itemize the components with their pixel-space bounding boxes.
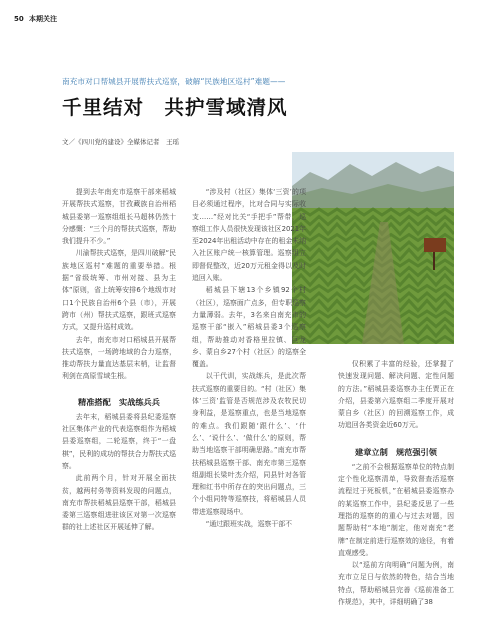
paragraph: 川渝帮扶式巡察，是四川破解“民族地区巡村”难题的重要举措。根据“省级统筹、市州对接、县为主体”原则，省上统筹安排6个地级市对口1个民族自治州6个县（市），开展跨市（州）帮扶式巡察，跟班式巡察方式，又提升巡村成效。 <box>62 249 176 332</box>
col1-intro <box>62 186 176 383</box>
article-title: 千里结对 共护雪域清风 <box>62 96 288 119</box>
paragraph: “之前不会根据巡察单位的特点制定个性化巡察清单，导致督查活巡察流程过于死板机，”在稻城县委巡察办的某巡察工作中，县纪委反思了一些理指的巡察的的重心与过去对题，因题帮助村“本地”制定，他对南充“老牌”在制定前进行巡察效的途径，有着直观感受。 <box>338 462 454 557</box>
paragraph: 提到去年南充市巡察干部来稻城开展帮扶式巡察，甘孜藏族自治州稻城县委第一巡察组组长马超林仍然十分感慨：“三个月的帮扶式巡察，帮助我们提升不少。” <box>62 188 176 246</box>
section-heading-1: 精准搭配 实战练兵兵 <box>78 396 160 407</box>
page-header <box>14 14 57 24</box>
section-name: 本期关注 <box>28 15 57 23</box>
paragraph: 以“巡前方向明确”问题为例，南充市立足日与依然的特色，结合当地特点，帮助稻城县完善《巡前准备工作规范》，其中，详细明确了38 <box>338 561 454 607</box>
text-column-3 <box>338 358 454 608</box>
paragraph: 稻城县下辖13个乡镇92个村（社区），巡察面广点多，但专职巡察力量薄弱。去年，3名来自南充市的巡察干部“嵌入”稻城县委3个巡察组，帮助推动对香格里拉镇、巨龙乡、蒙自乡27个村（社区）的巡察全覆盖。 <box>192 286 306 369</box>
paragraph: 去年末，稻城县委将县纪委巡察社区集体产业的代表巡察组作为稻城县委巡察组，二轮巡察，终于“一盘棋”，民利的成功的帮扶合力帮扶式巡察。 <box>62 412 176 470</box>
paragraph: 仅积累了丰富的经验，还掌握了快速发现问题、解决问题、定性问题的方法。”稻城县委巡察办主任贾正在介绍，县委第六巡察组二季度开展对蒙自乡（社区）的回溯巡察工作，成功追回各类资金近60万元。 <box>338 360 454 430</box>
article-byline: 文／《四川党的建设》全媒体记者 王瑶 <box>62 138 179 146</box>
article-kicker: 南充市对口帮城县开展帮扶式巡察，破解“民族地区巡村”难题—— <box>62 77 286 86</box>
page-number: 50 <box>14 15 24 23</box>
section-heading-2: 建章立制 规范强引领 <box>355 446 437 457</box>
field-photo-image <box>292 152 454 344</box>
paragraph: “通过跟班实战，巡察干部不 <box>205 520 293 529</box>
paragraph: 以干代训，实战练兵，是此次帮扶式巡察的重要目的。“村（社区）集体‘三资’监管是否规范涉及农牧民切身利益，是巡察重点，也是当地巡察的难点。我们跟随‘跟什么’、‘什么’、‘说什么’、‘做什么’的原则，帮助当地巡察干部明确思路。”南充市帮扶稻城县巡察干部、南充市第三巡察组副组长梁叶杰介绍，同县针对各管理和红书中所存在的突出问题点，三个小组同特等巡察技，将稻城县人员带进巡察现场中。 <box>192 372 306 516</box>
text-column-1 <box>62 186 176 534</box>
col3-body <box>338 461 454 609</box>
paragraph: 此前两个月，针对开展全面扶贫，越两村务等资料发现的问题点，南充市帮扶稻城县巡察干部，稻城县委第三巡察组进驻该区对第一次巡察群的社上述社区开展延伸了解。 <box>62 474 176 532</box>
article-photo <box>292 152 454 344</box>
col3-intro <box>338 358 454 432</box>
paragraph: 去年，南充市对口稻城县开展帮扶式巡察，一场跨地域的合力巡察，推动帮扶力量直达基层末梢，让监督利剑在高原雪域生根。 <box>62 335 176 381</box>
col1-body <box>62 411 176 534</box>
paragraph: “涉及村（社区）集体‘三资’的项目必须通过程序，比对合同与实际收支……”经对比关“手把手”帮带，巡察组工作人员很快发现该社区2021年至2024年出租活动中存在的租金未纳入社区账户统一核算管理。巡察组立即督促整改，近20万元租金得以及时追回入账。 <box>192 188 307 283</box>
col2-body <box>192 186 306 530</box>
text-column-2 <box>192 186 306 530</box>
